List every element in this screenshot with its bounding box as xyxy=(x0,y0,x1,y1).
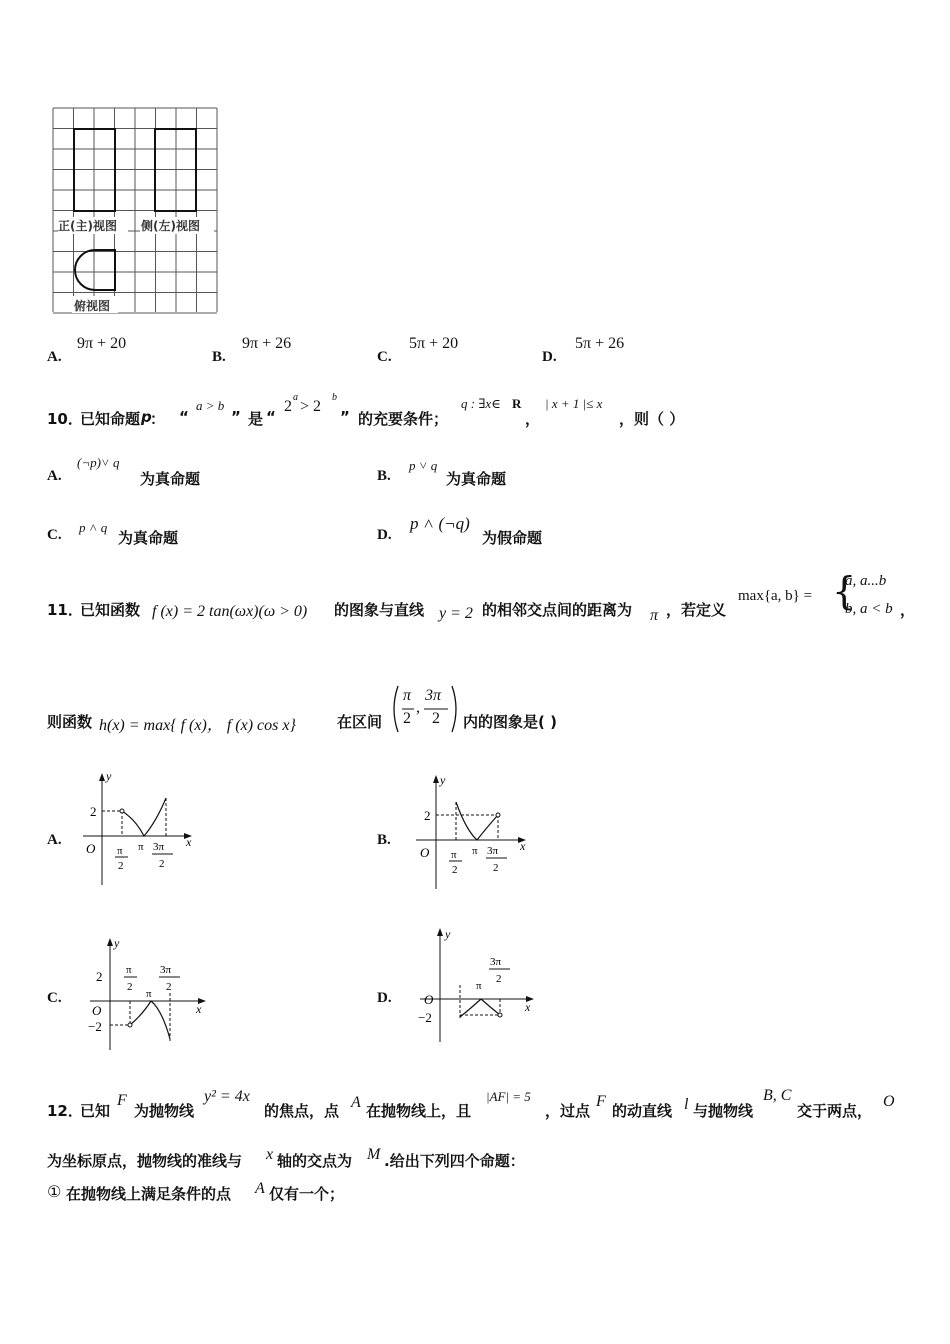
graph-a-origin: O xyxy=(86,841,96,856)
graph-b-pi2-num: π xyxy=(451,849,457,861)
q10-cond-b-base: 2 xyxy=(284,398,292,415)
q10-option-b-expr: p ˅ q xyxy=(409,458,438,473)
q9-option-b-letter: B. xyxy=(212,349,226,365)
q11-interval-right-den: 2 xyxy=(432,710,440,727)
graph-a xyxy=(78,770,208,890)
q12-line2-text2: 轴的交点为 xyxy=(277,1152,353,1170)
q12-line2-text3: .给出下列四个命题： xyxy=(384,1152,525,1170)
top-view-label: 俯视图 xyxy=(74,299,111,313)
graph-a-y-arrow xyxy=(99,773,105,781)
graph-b-origin: O xyxy=(420,845,430,860)
q11-option-a-letter: A. xyxy=(47,832,62,848)
q10-option-c-expr: p ˄ q xyxy=(79,520,108,535)
graph-d-3pi2-num: 3π xyxy=(490,956,502,968)
graph-c-pi2-num: π xyxy=(126,964,132,976)
graph-c-curve xyxy=(130,1001,170,1039)
graph-a-3pi2-den: 2 xyxy=(159,858,165,870)
graph-b-3pi2-den: 2 xyxy=(493,862,499,874)
q12-item1-A: A xyxy=(255,1180,265,1197)
q12-text7: 与抛物线 xyxy=(693,1102,754,1120)
q12-item1-text1: 在抛物线上满足条件的点 xyxy=(66,1185,232,1203)
q10-colon: ： xyxy=(150,410,166,428)
graph-b-3pi2-num: 3π xyxy=(487,845,499,857)
q11-text6: 在区间 xyxy=(337,713,383,731)
graph-c-y-arrow xyxy=(107,938,113,946)
q12-text4: 在抛物线上，且 xyxy=(366,1102,472,1120)
q9-option-a-letter: A. xyxy=(47,349,62,365)
q12-A: A xyxy=(351,1094,361,1111)
graph-c-neg-two: −2 xyxy=(88,1019,102,1034)
graph-c-y-label: y xyxy=(114,936,120,950)
q12-text5: ，过点 xyxy=(545,1102,591,1120)
q11-pi: π xyxy=(650,607,659,624)
graph-d-y-label: y xyxy=(445,927,451,941)
q11-interval-left-den: 2 xyxy=(403,710,411,727)
q11-text1: 已知函数 xyxy=(80,601,141,619)
q11-h-def: h(x) = max{ f (x)， f (x) cos x} xyxy=(99,717,296,734)
graph-d-x-label: x xyxy=(525,1000,531,1014)
q10-quote-open-2: “ xyxy=(266,408,276,426)
q11-comma-end: ， xyxy=(900,601,916,619)
graph-b xyxy=(408,772,538,892)
q11-option-b-letter: B. xyxy=(377,832,391,848)
three-view-figure xyxy=(50,105,220,317)
graph-b-pi: π xyxy=(472,845,478,857)
graph-b-pi2-den: 2 xyxy=(452,864,458,876)
q10-comma: ， xyxy=(525,410,541,428)
graph-d-open-point xyxy=(498,1013,502,1017)
q12-item1-text2: 仅有一个； xyxy=(269,1185,345,1203)
q12-text3: 的焦点，点 xyxy=(264,1102,340,1120)
graph-c-3pi2-den: 2 xyxy=(166,981,172,993)
graph-d-pi: π xyxy=(476,980,482,992)
q12-l: l xyxy=(684,1096,689,1113)
q10-quote-open: “ xyxy=(179,408,189,426)
q10-option-c-letter: C. xyxy=(47,527,62,543)
q10-semicolon: ； xyxy=(433,410,449,428)
q10-cond-b-exp-b: b xyxy=(332,392,337,403)
q10-option-a-text: 为真命题 xyxy=(140,470,201,488)
graph-a-open-point xyxy=(120,809,124,813)
q11-case2: b, a < b xyxy=(845,601,893,617)
q10-quote-close-2: ” xyxy=(340,408,350,426)
q9-option-d-letter: D. xyxy=(542,349,557,365)
graph-a-pi2-num: π xyxy=(117,845,123,857)
q10-cond-a: a > b xyxy=(196,398,225,413)
q10-cond-b-exp-a: a xyxy=(293,392,298,403)
graph-a-pi: π xyxy=(138,841,144,853)
q10-number: 10． xyxy=(47,410,83,428)
q12-text2: 为抛物线 xyxy=(134,1102,195,1120)
q11-text7: 内的图象是( ) xyxy=(463,713,557,731)
graph-a-x-label: x xyxy=(186,835,192,849)
graph-d-y-arrow xyxy=(437,928,443,936)
q11-text2: 的图象与直线 xyxy=(334,601,425,619)
q10-text3: ，则（ ） xyxy=(619,410,685,428)
graph-a-3pi2-num: 3π xyxy=(153,841,165,853)
q11-interval-comma: , xyxy=(416,699,420,716)
graph-b-two: 2 xyxy=(424,808,431,823)
q12-text1: 已知 xyxy=(80,1102,111,1120)
q11-option-d-letter: D. xyxy=(377,990,392,1006)
q11-brace: { xyxy=(832,569,857,613)
q10-option-c-text: 为真命题 xyxy=(118,529,179,547)
graph-a-pi2-den: 2 xyxy=(118,860,124,872)
q12-text6: 的动直线 xyxy=(612,1102,673,1120)
q12-M: M xyxy=(367,1146,381,1163)
q9-option-d-expr: 5π + 26 xyxy=(575,335,625,352)
q11-line: y = 2 xyxy=(439,605,473,622)
q11-f-def: f (x) = 2 tan(ωx)(ω > 0) xyxy=(152,603,308,620)
graph-d-curve xyxy=(460,999,500,1017)
q10-text2: 的充要条件 xyxy=(358,410,434,428)
q12-x: x xyxy=(266,1146,274,1163)
graph-c-x-label: x xyxy=(196,1002,202,1016)
graph-c-pi2-den: 2 xyxy=(127,981,133,993)
q10-option-b-text: 为真命题 xyxy=(446,470,507,488)
graph-b-y-arrow xyxy=(433,775,439,783)
q12-F-2: F xyxy=(596,1093,606,1110)
graph-c-3pi2-num: 3π xyxy=(160,964,172,976)
q10-q-def: q : ∃x∈ xyxy=(461,396,501,411)
q12-number: 12． xyxy=(47,1102,83,1120)
q11-number: 11． xyxy=(47,601,83,619)
q11-text5: 则函数 xyxy=(47,713,93,731)
graph-a-curve xyxy=(122,798,166,836)
graph-c-pi: π xyxy=(146,988,152,1000)
q11-option-c-letter: C. xyxy=(47,990,62,1006)
q11-max-def: max{a, b} = xyxy=(738,588,813,604)
graph-d-3pi2-den: 2 xyxy=(496,973,502,985)
q9-option-c-letter: C. xyxy=(377,349,392,365)
graph-c xyxy=(82,935,212,1055)
front-view-label: 正(主)视图 xyxy=(58,219,117,233)
q12-line2-text1: 为坐标原点，抛物线的准线与 xyxy=(47,1152,243,1170)
q11-text3: 的相邻交点间的距离为 xyxy=(482,601,633,619)
top-view-shape xyxy=(75,250,115,290)
graph-c-open-point xyxy=(128,1023,132,1027)
three-view-grid xyxy=(50,105,220,317)
q12-parabola: y² = 4x xyxy=(204,1088,250,1105)
q10-p: p xyxy=(141,408,152,426)
graph-b-curve xyxy=(456,802,498,840)
graph-c-origin: O xyxy=(92,1003,102,1018)
q10-option-d-letter: D. xyxy=(377,527,392,543)
graph-a-y-label: y xyxy=(106,770,112,783)
q10-R: R xyxy=(512,396,522,411)
q9-option-a-expr: 9π + 20 xyxy=(77,335,127,352)
q9-option-c-expr: 5π + 20 xyxy=(409,335,459,352)
q10-text1: 已知命题 xyxy=(80,410,141,428)
q10-quote-close: ” xyxy=(231,408,241,426)
q12-af: |AF| = 5 xyxy=(486,1089,531,1104)
q12-item1-mark: ① xyxy=(47,1182,62,1201)
q10-option-d-expr: p ˄ (¬q) xyxy=(410,514,470,533)
graph-d-neg-two: −2 xyxy=(418,1010,432,1025)
q10-cond-b-gt: > 2 xyxy=(300,398,322,415)
q11-interval-left-num: π xyxy=(403,687,412,704)
q9-option-b-expr: 9π + 26 xyxy=(242,335,292,352)
graph-b-x-label: x xyxy=(520,839,526,853)
q11-text4: ，若定义 xyxy=(666,601,727,619)
q12-O: O xyxy=(883,1093,895,1110)
q11-case1: a, a...b xyxy=(845,573,887,589)
q10-option-d-text: 为假命题 xyxy=(482,529,543,547)
graph-d-origin: O xyxy=(424,992,434,1007)
q10-option-a-letter: A. xyxy=(47,468,62,484)
q10-option-a-expr: (¬p)˅ q xyxy=(77,455,120,470)
q12-BC: B, C xyxy=(763,1087,792,1104)
graph-b-open-point xyxy=(496,813,500,817)
graph-c-two: 2 xyxy=(96,969,103,984)
q11-interval xyxy=(390,684,460,734)
q12-text8: 交于两点， xyxy=(797,1102,873,1120)
q11-interval-right-num: 3π xyxy=(425,687,442,704)
graph-b-y-label: y xyxy=(440,773,446,787)
side-view-label: 侧(左)视图 xyxy=(141,219,200,233)
q10-q-cond: | x + 1 |≤ x xyxy=(545,396,603,411)
q10-is: 是 xyxy=(248,410,264,428)
graph-a-two: 2 xyxy=(90,804,97,819)
graph-d xyxy=(412,925,542,1045)
q12-F: F xyxy=(117,1092,127,1109)
q10-option-b-letter: B. xyxy=(377,468,391,484)
